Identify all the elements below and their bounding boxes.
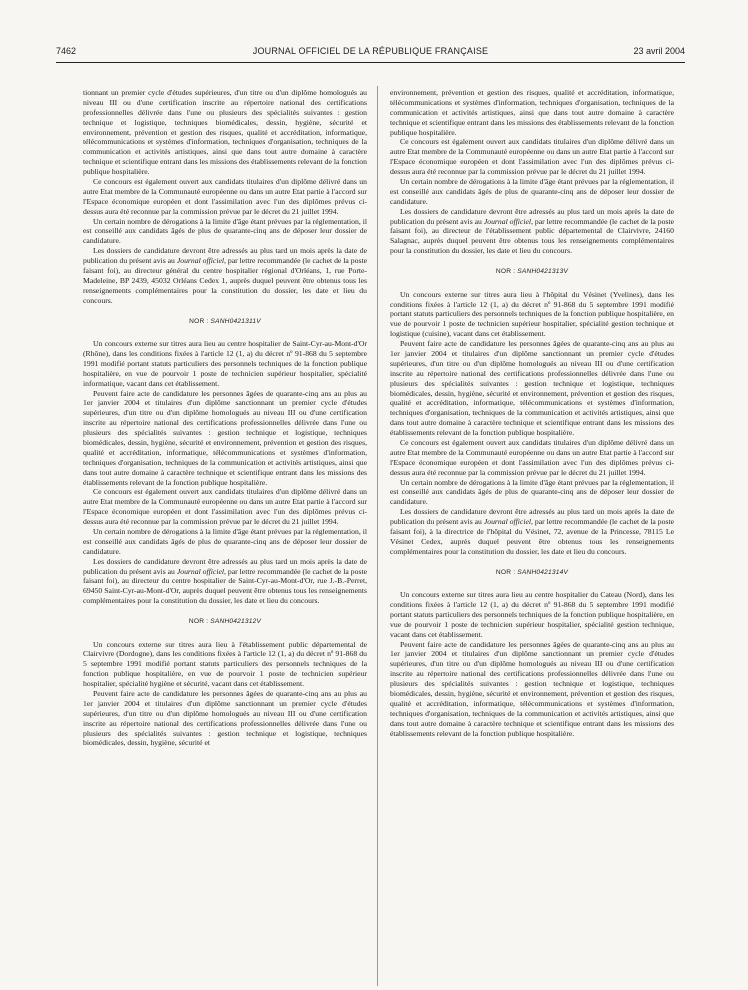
paragraph: Un certain nombre de dérogations à la limite d'âge étant prévues par la réglementation, il est conseillé aux candidats âgés de plus de quarante-cinq ans de déposer leur dossier de candidature. <box>83 526 367 556</box>
nor-heading <box>390 569 674 577</box>
text: , par lettre recommandée (le cachet de la poste faisant foi), au directeur du centre hospitalier de Saint-Cyr-au-Mont-d'Or, rue J.-B.-Perret, 69450 Saint-Cyr-au-Mont-d'Or, auprès duquel peuvent être obtenus tous les renseignements complémentaires pour la constitution du dossier, les date et lieu du concours. <box>83 566 367 606</box>
journal-officiel-ref: Journal officiel <box>176 566 225 576</box>
paragraph: Un concours externe sur titres aura lieu à l'établissement public départemental de Clairvivre (Dordogne), dans les conditions fixées à l'article 12 (1, a) du décret nº 91-868 du 5 septembre 1991 modifié portant statuts particuliers des personnels techniques de la fonction publique hospitalière, en vue de pourvoir 1 poste de technicien supérieur hospitalier, spécialité hygiène et sécurité, vacant dans cet établissement. <box>83 639 367 689</box>
journal-officiel-ref: Journal officiel <box>483 517 532 527</box>
paragraph: Peuvent faire acte de candidature les personnes âgées de quarante-cinq ans au plus au 1er janvier 2004 et titulaires d'un diplôme sanctionnant un premier cycle d'études supérieures, d'un titre ou d'un diplôme homologués au niveau III ou d'une certification inscrite au répertoire national des certifications professionnelles délivrée dans l'une ou plusieurs des spécialités suivantes : gestion technique et logistique, techniques biomédicales, dessin, hygiène, sécurité et environnement, prévention et gestion des risques, qualité et accréditation, informatique, télécommunications et systèmes d'information, techniques d'organisation, techniques de la communication et activités artistiques, ainsi que dans tout autre domaine à caractère technique et scientifique entrant dans les missions des établissements relevant de la fonction publique hospitalière. <box>390 639 674 738</box>
text: , par lettre recommandée (le cachet de la poste faisant foi), à la directrice de l'hôpital du Vésinet, 72, avenue de la Princesse, 78115 Le Vésinet Cedex, auprès duquel peuvent être obtenus tous les renseignements complémentaires pour la constitution du dossier, les date et lieu du concours. <box>390 517 674 556</box>
paragraph: Peuvent faire acte de candidature les personnes âgées de quarante-cinq ans au plus au 1er janvier 2004 et titulaires d'un diplôme sanctionnant un premier cycle d'études supérieures, d'un titre ou d'un diplôme homologués au niveau III ou d'une certification inscrite au répertoire national des certifications professionnelles délivrée dans l'une ou plusieurs des spécialités suivantes : gestion technique et logistique, techniques biomédicales, dessin, hygiène, sécurité et environnement, prévention et gestion des risques, qualité et accréditation, informatique, télécommunications et systèmes d'information, techniques d'organisation, techniques de la communication et activités artistiques, ainsi que dans tout autre domaine à caractère technique et scientifique entrant dans les missions des établissements relevant de la fonction publique hospitalière. <box>390 339 674 438</box>
paragraph <box>390 207 674 256</box>
paragraph <box>390 507 674 556</box>
nor-heading <box>390 268 674 276</box>
issue-date: 23 avril 2004 <box>633 46 685 56</box>
left-column <box>83 88 367 748</box>
journal-officiel-ref: Journal officiel <box>483 216 532 226</box>
paragraph: Peuvent faire acte de candidature les personnes âgées de quarante-cinq ans au plus au 1er janvier 2004 et titulaires d'un diplôme sanctionnant un premier cycle d'études supérieures, d'un titre ou d'un diplôme homologués au niveau III ou d'une certification inscrite au répertoire national des certifications professionnelles délivrée dans l'une ou plusieurs des spécialités suivantes : gestion technique et logistique, techniques biomédicales, dessin, hygiène, sécurité et <box>83 689 367 748</box>
text: Les dossiers de candidature devront être adressés au plus tard un mois après la date de publication du présent avis au <box>83 556 367 576</box>
paragraph: tionnant un premier cycle d'études supérieures, d'un titre ou d'un diplôme homologués au niveau III ou d'une certification inscrite au répertoire national des certifications professionnelles délivrée dans l'une ou plusieurs des spécialités suivantes : gestion technique et logistique, techniques biomédicales, dessin, hygiène, sécurité et environnement, prévention et gestion des risques, qualité et accréditation, informatique, télécommunications et systèmes d'information, techniques d'organisation, techniques de la communication et activités artistiques, ainsi que dans tout autre domaine à caractère technique et scientifique entrant dans les missions des établissements relevant de la fonction publique hospitalière. <box>83 88 367 177</box>
nor-reference: SANH0421314V <box>517 568 569 576</box>
paragraph: Ce concours est également ouvert aux candidats titulaires d'un diplôme délivré dans un autre Etat membre de la Communauté européenne ou dans un autre Etat partie à l'accord sur l'Espace économique européen et dont l'assimilation avec l'un des diplômes prévus ci-dessus aura été reconnue par la commission prévue par le décret du 21 juillet 1994. <box>390 437 674 477</box>
paragraph: Un concours externe sur titres aura lieu au centre hospitalier de Saint-Cyr-au-Mont-d'Or (Rhône), dans les conditions fixées à l'article 12 (1, a) du décret nº 91-868 du 5 septembre 1991 modifié portant statuts particuliers des personnels techniques de la fonction publique hospitalière, en vue de pourvoir 1 poste de technicien supérieur hospitalier, spécialité informatique, vacant dans cet établissement. <box>83 339 367 388</box>
paragraph: Peuvent faire acte de candidature les personnes âgées de quarante-cinq ans au plus au 1er janvier 2004 et titulaires d'un diplôme sanctionnant un premier cycle d'études supérieures, d'un titre ou d'un diplôme homologués au niveau III ou d'une certification inscrite au répertoire national des certifications professionnelles délivrée dans l'une ou plusieurs des spécialités suivantes : gestion technique et logistique, techniques biomédicales, dessin, hygiène, sécurité et environnement, prévention et gestion des risques, qualité et accréditation, informatique, télécommunications et systèmes d'information, techniques d'organisation, techniques de la communication et activités artistiques, ainsi que dans tout autre domaine à caractère technique et scientifique entrant dans les missions des établissements relevant de la fonction publique hospitalière. <box>83 388 367 487</box>
nor-label: NOR : <box>495 568 518 576</box>
right-column <box>390 88 674 738</box>
nor-heading <box>83 318 367 326</box>
column-divider <box>377 86 378 986</box>
nor-heading <box>83 618 367 626</box>
text: Les dossiers de candidature devront être adressés au plus tard un mois après la date de publication du présent avis au <box>390 507 674 527</box>
paragraph: Un concours externe sur titres aura lieu au centre hospitalier du Cateau (Nord), dans les conditions fixées à l'article 12 (1, a) du décret nº 91-868 du 5 septembre 1991 modifié portant statuts particuliers des personnels techniques de la fonction publique hospitalière, en vue de pourvoir 1 poste de technicien supérieur hospitalier, spécialité gestion technique, vacant dans cet établissement. <box>390 590 674 639</box>
nor-label: NOR : <box>188 618 211 626</box>
nor-label: NOR : <box>495 268 518 276</box>
page-number: 7462 <box>56 46 77 56</box>
paragraph <box>83 246 367 305</box>
paragraph: Un certain nombre de dérogations à la limite d'âge étant prévues par la réglementation, il est conseillé aux candidats âgés de plus de quarante-cinq ans de déposer leur dossier de candidature. <box>390 177 674 206</box>
nor-reference: SANH0421312V <box>210 618 262 626</box>
paragraph: Ce concours est également ouvert aux candidats titulaires d'un diplôme délivré dans un autre Etat membre de la Communauté européenne ou dans un autre Etat partie à l'accord sur l'Espace économique européen et dont l'assimilation avec l'un des diplômes prévus ci-dessus aura été reconnue par la commission prévue par le décret du 21 juillet 1994. <box>390 137 674 177</box>
paragraph: Ce concours est également ouvert aux candidats titulaires d'un diplôme délivré dans un autre Etat membre de la Communauté européenne ou dans un autre Etat partie à l'accord sur l'Espace économique européen et dont l'assimilation avec l'un des diplômes prévus ci-dessus aura été reconnue par la commission prévue par le décret du 21 juillet 1994. <box>83 487 367 527</box>
paragraph: Un concours externe sur titres aura lieu à l'hôpital du Vésinet (Yvelines), dans les conditions fixées à l'article 12 (1, a) du décret nº 91-868 du 5 septembre 1991 modifié portant statuts particuliers des personnels techniques de la fonction publique hospitalière, en vue de pourvoir 1 poste de technicien supérieur hospitalier, spécialité gestion technique et logistique (cuisine), vacant dans cet établissement. <box>390 289 674 339</box>
paragraph <box>83 557 367 606</box>
text: , par lettre recommandée (le cachet de la poste faisant foi), au directeur général du centre hospitalier régional d'Orléans, 1, rue Porte-Madeleine, BP 2439, 45032 Orléans Cedex 1, auprès duquel peuvent être obtenus tous les renseignements complémentaires pour la constitution du dossier, les date et lieu du concours. <box>83 256 367 305</box>
paragraph: Un certain nombre de dérogations à la limite d'âge étant prévues par la réglementation, il est conseillé aux candidats âgés de plus de quarante-cinq ans de déposer leur dossier de candidature. <box>83 216 367 246</box>
text: Les dossiers de candidature devront être adressés au plus tard un mois après la date de publication du présent avis au <box>390 206 674 226</box>
journal-officiel-ref: Journal officiel <box>176 256 225 266</box>
page-header <box>56 46 685 60</box>
paragraph: Un certain nombre de dérogations à la limite d'âge étant prévues par la réglementation, il est conseillé aux candidats âgés de plus de quarante-cinq ans de déposer leur dossier de candidature. <box>390 477 674 507</box>
nor-reference: SANH0421311V <box>210 317 261 325</box>
journal-title: JOURNAL OFFICIEL DE LA RÉPUBLIQUE FRANÇAISE <box>252 46 489 56</box>
text: , par lettre recommandée (le cachet de la poste faisant foi), au directeur de l'établissement public départemental de Clairvivre, 24160 Salagnac, auprès duquel peuvent être obtenus tous les renseignements complémentaires pour la constitution du dossier, les date et lieu du concours. <box>390 216 674 256</box>
nor-reference: SANH0421313V <box>517 268 569 276</box>
paragraph: environnement, prévention et gestion des risques, qualité et accréditation, informatique, télécommunications et systèmes d'information, techniques d'organisation, techniques de la communication et activités artistiques, ainsi que dans tout autre domaine à caractère technique et scientifique entrant dans les missions des établissements relevant de la fonction publique hospitalière. <box>390 88 674 137</box>
header-rule <box>56 62 685 63</box>
paragraph: Ce concours est également ouvert aux candidats titulaires d'un diplôme délivré dans un autre Etat membre de la Communauté européenne ou dans un autre Etat partie à l'accord sur l'Espace économique européen et dont l'assimilation avec l'un des diplômes prévus ci-dessus aura été reconnue par la commission prévue par le décret du 21 juillet 1994. <box>83 177 367 216</box>
nor-label: NOR : <box>189 317 211 325</box>
text: Les dossiers de candidature devront être adressés au plus tard un mois après la date de publication du présent avis au <box>83 246 367 266</box>
